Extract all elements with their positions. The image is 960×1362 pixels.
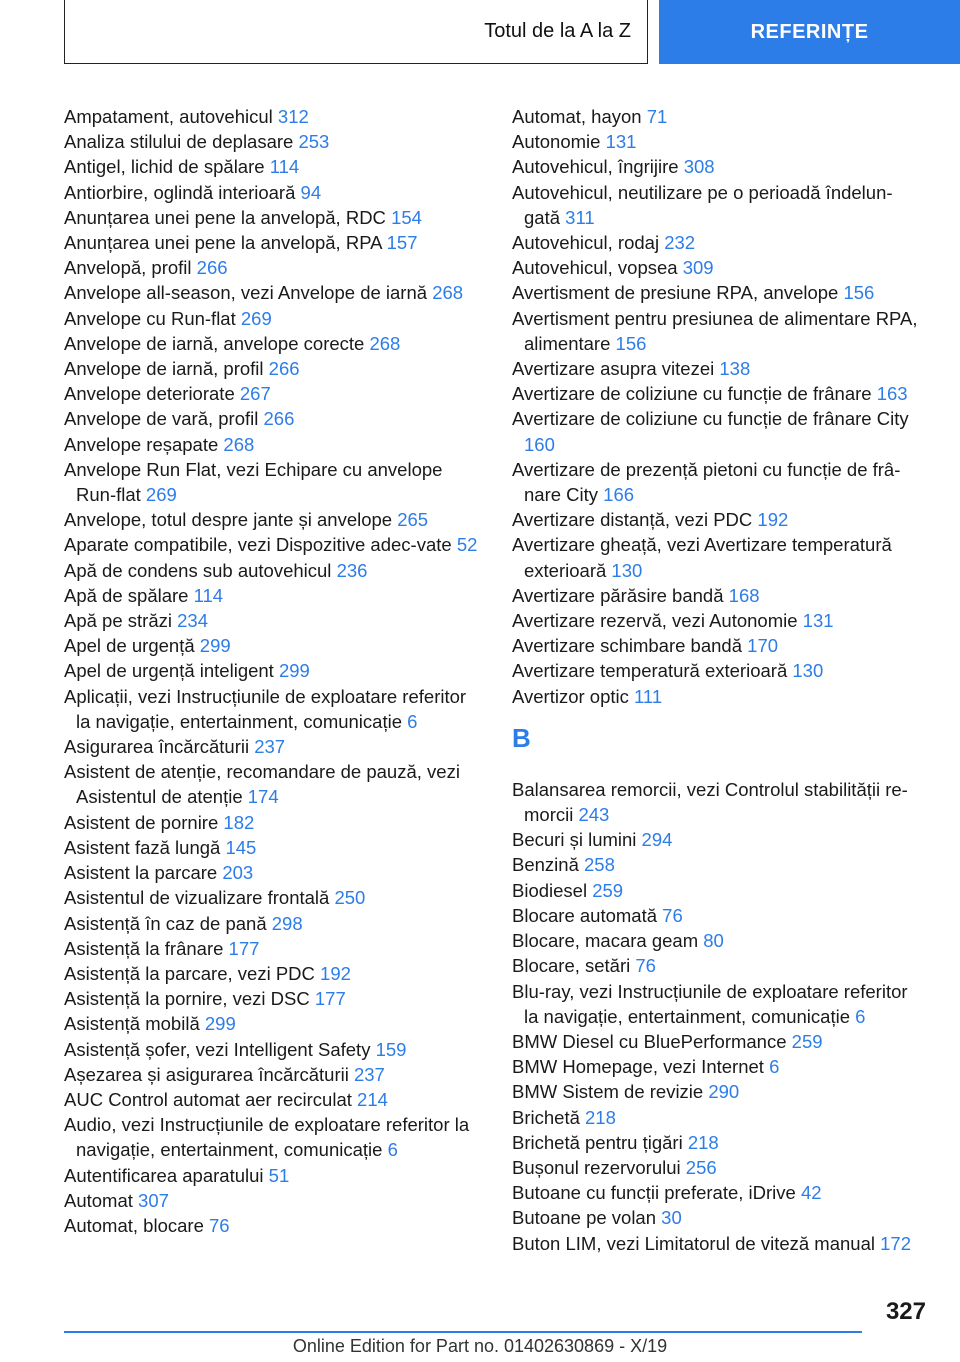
index-entry-text: Asistență la frânare	[64, 937, 224, 959]
index-entry	[512, 180, 927, 230]
index-page-link[interactable]: 131	[802, 610, 834, 632]
index-page-link[interactable]: 154	[391, 206, 422, 228]
index-page-link[interactable]: 298	[271, 912, 303, 934]
index-page-link[interactable]: 182	[223, 811, 255, 833]
index-entry	[64, 255, 482, 280]
index-entry	[64, 1163, 482, 1188]
index-entry-text: Asistentul de vizualizare frontală	[64, 887, 330, 909]
index-entry	[64, 331, 482, 356]
index-entry	[64, 734, 482, 759]
index-entry	[512, 532, 927, 582]
index-page-link[interactable]: 218	[687, 1131, 719, 1153]
index-entry	[64, 1213, 482, 1238]
index-page-link[interactable]: 159	[375, 1038, 407, 1060]
index-page-link[interactable]: 266	[263, 408, 295, 430]
index-entry-text: BMW Diesel cu BluePerformance	[512, 1030, 787, 1052]
index-entry-text: Asigurarea încărcăturii	[64, 736, 250, 758]
index-entry	[64, 885, 482, 910]
index-entry-text: Anvelope reșapate	[64, 433, 219, 455]
index-page-link[interactable]: 214	[357, 1088, 388, 1110]
index-page-link[interactable]: 308	[683, 156, 715, 178]
index-entry	[64, 633, 482, 658]
index-entry	[64, 432, 482, 457]
index-entry	[64, 608, 482, 633]
index-entry	[512, 1130, 927, 1155]
index-page-link[interactable]: 299	[199, 635, 231, 657]
index-entry	[512, 406, 927, 456]
index-entry	[512, 381, 927, 406]
index-entry-text: Autonomie	[512, 131, 601, 153]
index-entry	[512, 1180, 927, 1205]
index-entry	[512, 154, 927, 179]
index-entry-text: Balansarea remorcii, vezi Controlul stabilității re-morcii	[512, 778, 908, 826]
index-entry-text: Biodiesel	[512, 879, 588, 901]
index-entry-text: Autovehicul, îngrijire	[512, 156, 679, 178]
index-entry	[512, 280, 927, 305]
index-page-link[interactable]: 114	[193, 584, 224, 606]
index-entry	[64, 658, 482, 683]
index-entry-text: Avertizare de prezență pietoni cu funcție de frâ-nare City	[512, 458, 901, 506]
index-page-link[interactable]: 80	[703, 930, 724, 952]
index-page-link[interactable]: 250	[334, 887, 366, 909]
index-page-link[interactable]: 166	[603, 484, 635, 506]
index-entry-text: Anvelope de iarnă, anvelope corecte	[64, 332, 365, 354]
index-page-link[interactable]: 269	[145, 484, 177, 506]
chapter-tab[interactable]	[659, 0, 960, 64]
index-page-link[interactable]: 6	[407, 710, 418, 732]
index-entry-text: Apă de condens sub autovehicul	[64, 559, 332, 581]
index-page-link[interactable]: 192	[320, 962, 351, 984]
index-page-link[interactable]: 311	[565, 206, 595, 228]
index-page-link[interactable]: 256	[685, 1156, 717, 1178]
index-page-link[interactable]: 157	[386, 232, 418, 254]
index-page-link[interactable]: 6	[855, 1005, 866, 1027]
index-page-link[interactable]: 6	[387, 1139, 398, 1161]
index-entry-text: Asistent la parcare	[64, 862, 218, 884]
index-entry	[512, 1155, 927, 1180]
index-entry	[64, 306, 482, 331]
index-entry-text: Anvelope, totul despre jante și anvelope	[64, 509, 393, 531]
index-entry-text: Autovehicul, vopsea	[512, 257, 678, 279]
index-entry-text: Anvelopă, profil	[64, 257, 192, 279]
index-entry-text: Avertizare de coliziune cu funcție de frânare City	[512, 408, 909, 430]
index-page-link[interactable]: 265	[397, 509, 429, 531]
index-entry-text: BMW Sistem de revizie	[512, 1081, 704, 1103]
index-page-link[interactable]: 268	[369, 332, 401, 354]
section-title: Totul de la A la Z	[484, 20, 631, 42]
index-entry	[64, 532, 482, 557]
index-entry-text: Ampatament, autovehicul	[64, 106, 273, 127]
index-entry-text: Anvelope de iarnă, profil	[64, 358, 264, 380]
index-page-link[interactable]: 267	[239, 383, 271, 405]
index-entry	[512, 1205, 927, 1230]
index-page-link[interactable]: 266	[268, 358, 300, 380]
index-entry	[64, 129, 482, 154]
index-page-link[interactable]: 111	[634, 685, 663, 707]
index-entry	[512, 507, 927, 532]
index-entry	[64, 936, 482, 961]
index-page-link[interactable]: 266	[196, 257, 228, 279]
index-entry-text: Butoane cu funcții preferate, iDrive	[512, 1182, 796, 1204]
index-entry	[512, 1079, 927, 1104]
index-entry	[512, 306, 927, 356]
index-page-link[interactable]: 156	[615, 332, 647, 354]
index-entry-text: Automat	[64, 1189, 133, 1211]
index-page-link[interactable]: 114	[269, 156, 300, 178]
index-entry-text: Avertizor optic	[512, 685, 629, 707]
index-page-link[interactable]: 234	[177, 610, 208, 632]
index-entry-text: Automat, blocare	[64, 1214, 204, 1236]
index-entry	[512, 953, 927, 978]
index-entry-text: Avertisment de presiune RPA, anvelope	[512, 282, 839, 304]
index-page-link[interactable]: 177	[314, 988, 346, 1010]
index-page-link[interactable]: 312	[277, 106, 309, 127]
index-entry	[64, 406, 482, 431]
index-page-link[interactable]: 268	[223, 433, 255, 455]
index-page-link[interactable]: 259	[791, 1030, 823, 1052]
index-page-link[interactable]: 309	[682, 257, 714, 279]
index-entry	[512, 777, 927, 827]
index-entry-text: Asistent de pornire	[64, 811, 219, 833]
index-entry	[64, 205, 482, 230]
index-entry	[64, 1037, 482, 1062]
index-entry	[512, 1105, 927, 1130]
index-entry-text: Asistent de atenție, recomandare de pauză, vezi Asistentul de atenție	[64, 761, 460, 808]
index-page-link[interactable]: 130	[792, 660, 824, 682]
index-column-left	[64, 104, 482, 1238]
index-page-link[interactable]: 307	[138, 1189, 169, 1211]
index-entry	[64, 381, 482, 406]
index-entry	[64, 860, 482, 885]
index-entry	[512, 356, 927, 381]
index-page-link[interactable]: 237	[254, 736, 286, 758]
index-entry-text: Apă pe străzi	[64, 610, 172, 632]
index-entry	[64, 684, 482, 734]
index-page-link[interactable]: 160	[524, 433, 555, 455]
index-entry	[512, 684, 927, 709]
index-entry	[512, 1231, 927, 1256]
index-entry-text: Aparate compatibile, vezi Dispozitive adec-vate	[64, 534, 452, 556]
index-entry-text: Asistență la pornire, vezi DSC	[64, 988, 310, 1010]
index-entry	[64, 180, 482, 205]
index-entry-text: Avertizare gheață, vezi Avertizare temperatură exterioară	[512, 534, 892, 581]
index-entry-text: Asistență mobilă	[64, 1013, 200, 1035]
index-entry-text: Blocare automată	[512, 904, 658, 926]
index-entry-text: Autovehicul, rodaj	[512, 232, 660, 254]
section-header	[64, 0, 648, 64]
index-entry-text: Blu-ray, vezi Instrucțiunile de exploatare referitor la navigație, entertainment, comunicație	[512, 980, 908, 1027]
index-entry-text: Audio, vezi Instrucțiunile de exploatare referitor la navigație, entertainment, comunicație	[64, 1114, 470, 1161]
index-entry	[64, 1087, 482, 1112]
index-entry-text: Anvelope de vară, profil	[64, 408, 259, 430]
index-entry-text: Brichetă pentru țigări	[512, 1131, 683, 1153]
index-page-link[interactable]: 170	[747, 635, 779, 657]
index-entry-text: Anvelope deteriorate	[64, 383, 235, 405]
index-entry	[512, 979, 927, 1029]
index-page-link[interactable]: 94	[300, 181, 322, 203]
index-page-link[interactable]: 253	[298, 131, 330, 153]
index-page-link[interactable]: 269	[240, 307, 272, 329]
index-page-link[interactable]: 290	[708, 1081, 740, 1103]
index-page-link[interactable]: 203	[222, 862, 254, 884]
index-entry-text: Avertisment pentru presiunea de alimentare RPA, alimentare	[512, 307, 918, 354]
index-entry-text: Asistență la parcare, vezi PDC	[64, 962, 315, 984]
index-entry	[64, 911, 482, 936]
index-page-link[interactable]: 259	[592, 879, 624, 901]
index-entry	[512, 1054, 927, 1079]
index-entry	[64, 280, 482, 305]
index-page-link[interactable]: 130	[611, 559, 643, 581]
index-entry	[512, 230, 927, 255]
index-page-link[interactable]: 71	[646, 106, 668, 127]
index-entry	[512, 129, 927, 154]
index-entry-text: BMW Homepage, vezi Internet	[512, 1056, 764, 1078]
index-entry	[512, 878, 927, 903]
index-entry-text: Anvelope all-season, vezi Anvelope de iarnă	[64, 282, 428, 304]
index-entry-text: Avertizare schimbare bandă	[512, 635, 743, 657]
index-entry	[512, 1029, 927, 1054]
index-entry	[64, 961, 482, 986]
index-entry	[512, 583, 927, 608]
index-page-link[interactable]: 294	[641, 829, 673, 851]
index-entry-text: Avertizare asupra vitezei	[512, 358, 715, 380]
index-page-link[interactable]: 168	[728, 584, 760, 606]
index-entry-text: Avertizare de coliziune cu funcție de frânare	[512, 383, 872, 405]
index-page-link[interactable]: 299	[278, 660, 310, 682]
index-page-link[interactable]: 30	[661, 1207, 682, 1229]
index-entry	[64, 1112, 482, 1162]
index-entry-text: Avertizare distanță, vezi PDC	[512, 509, 753, 531]
index-entry	[64, 583, 482, 608]
index-entry	[64, 1062, 482, 1087]
index-page-link[interactable]: 156	[843, 282, 875, 304]
index-page-link[interactable]: 76	[662, 904, 683, 926]
index-page-link[interactable]: 163	[876, 383, 908, 405]
index-entry	[64, 457, 482, 507]
index-page-link[interactable]: 192	[757, 509, 789, 531]
index-group-a	[512, 104, 927, 709]
footer-divider	[64, 1331, 862, 1333]
index-entry	[64, 558, 482, 583]
index-entry-text: Becuri și lumini	[512, 829, 637, 851]
index-page-link[interactable]: 237	[353, 1063, 385, 1085]
index-entry	[512, 608, 927, 633]
index-entry	[512, 852, 927, 877]
index-entry-text: Bușonul rezervorului	[512, 1156, 681, 1178]
index-entry	[512, 255, 927, 280]
index-page-link[interactable]: 51	[268, 1164, 290, 1186]
footer-edition: Online Edition for Part no. 01402630869 - X/19	[292, 1336, 668, 1356]
index-page-link[interactable]: 131	[605, 131, 637, 153]
index-entry	[512, 457, 927, 507]
index-entry-text: Asistență în caz de pană	[64, 912, 267, 934]
index-entry	[512, 633, 927, 658]
index-page-link[interactable]: 76	[635, 955, 656, 977]
index-entry-text: Apel de urgență inteligent	[64, 660, 274, 682]
index-entry-text: Automat, hayon	[512, 106, 642, 127]
chapter-title: REFERINȚE	[750, 20, 869, 43]
index-entry-text: Avertizare rezervă, vezi Autonomie	[512, 610, 798, 632]
index-entry-text: Avertizare părăsire bandă	[512, 584, 724, 606]
index-entry	[64, 507, 482, 532]
index-entry-text: Brichetă	[512, 1106, 580, 1128]
index-page-link[interactable]: 218	[585, 1106, 616, 1128]
index-entry-text: Anunțarea unei pene la anvelopă, RPA	[64, 232, 382, 254]
index-entry-text: Butoane pe volan	[512, 1207, 657, 1229]
index-entry-text: Analiza stilului de deplasare	[64, 131, 294, 153]
index-page-link[interactable]: 177	[228, 937, 260, 959]
index-page-link[interactable]: 243	[578, 804, 610, 826]
index-entry-text: Apel de urgență	[64, 635, 195, 657]
index-entry-text: Apă de spălare	[64, 584, 189, 606]
page-number: 327	[885, 1298, 926, 1325]
index-page-link[interactable]: 42	[800, 1182, 822, 1204]
index-entry-text: Buton LIM, vezi Limitatorul de viteză manual	[512, 1232, 875, 1254]
index-entry	[64, 810, 482, 835]
index-entry-text: Asistent fază lungă	[64, 836, 221, 858]
index-entry	[64, 835, 482, 860]
index-entry-text: Benzină	[512, 854, 579, 876]
index-entry-text: Anvelope cu Run-flat	[64, 307, 236, 329]
index-page-link[interactable]: 145	[225, 836, 257, 858]
index-letter-heading: B	[512, 722, 531, 753]
index-entry	[512, 903, 927, 928]
index-page-link[interactable]: 76	[209, 1214, 230, 1236]
index-entry	[64, 356, 482, 381]
index-page-link[interactable]: 172	[880, 1232, 911, 1254]
index-entry	[64, 230, 482, 255]
index-entry-text: Anvelope Run Flat, vezi Echipare cu anvelope Run-flat	[64, 458, 443, 506]
index-entry-text: Asistență șofer, vezi Intelligent Safety	[64, 1038, 371, 1060]
index-entry	[64, 104, 482, 129]
index-entry	[64, 1188, 482, 1213]
index-page-link[interactable]: 232	[664, 232, 696, 254]
index-entry-text: Aplicații, vezi Instrucțiunile de exploatare referitor la navigație, entertainment, comunicație	[64, 685, 467, 732]
index-entry-text: Autovehicul, neutilizare pe o perioadă îndelun-gată	[512, 181, 893, 228]
index-entry-text: Blocare, setări	[512, 955, 631, 977]
index-entry-text: Blocare, macara geam	[512, 930, 699, 952]
index-entry-text: Autentificarea aparatului	[64, 1164, 264, 1186]
index-page-link[interactable]: 6	[769, 1056, 780, 1078]
index-entry-text: Antiorbire, oglindă interioară	[64, 181, 296, 203]
index-page-link[interactable]: 174	[247, 786, 279, 808]
index-page-link[interactable]: 138	[719, 358, 751, 380]
index-entry	[64, 759, 482, 809]
index-entry	[512, 658, 927, 683]
index-entry	[512, 928, 927, 953]
index-entry-text: AUC Control automat aer recirculat	[64, 1088, 352, 1110]
index-column-right	[512, 104, 927, 1256]
index-entry-text: Anunțarea unei pene la anvelopă, RDC	[64, 206, 386, 228]
index-page-link[interactable]: 299	[204, 1013, 236, 1035]
index-group-b	[512, 777, 927, 1256]
index-entry-text: Antigel, lichid de spălare	[64, 156, 265, 178]
index-entry	[512, 104, 927, 129]
index-entry-text: Așezarea și asigurarea încărcăturii	[64, 1063, 349, 1085]
index-entry	[512, 827, 927, 852]
index-page-link[interactable]: 236	[336, 559, 368, 581]
index-entry	[64, 1011, 482, 1036]
index-page-link[interactable]: 268	[432, 282, 464, 304]
index-entry	[64, 986, 482, 1011]
index-page-link[interactable]: 52	[456, 534, 478, 556]
index-entry-text: Avertizare temperatură exterioară	[512, 660, 788, 682]
index-entry	[64, 154, 482, 179]
index-page-link[interactable]: 258	[584, 854, 615, 876]
